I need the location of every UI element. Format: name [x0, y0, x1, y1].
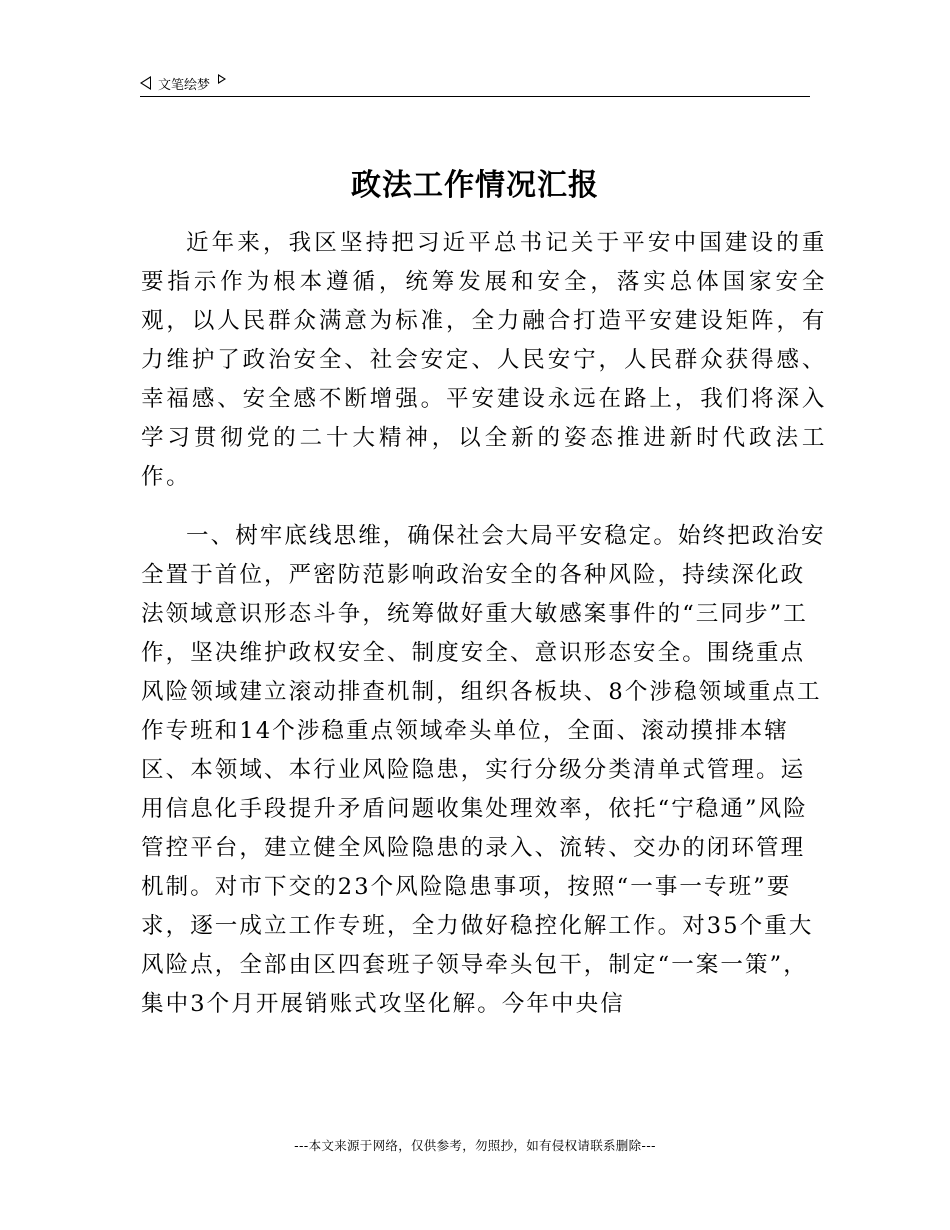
footer-disclaimer: ---本文来源于网络，仅供参考，勿照抄，如有侵权请联系删除--- [294, 1138, 656, 1153]
page-header [140, 72, 810, 97]
triangle-right-icon [218, 74, 226, 84]
paragraph-section-one: 一、树牢底线思维，确保社会大局平安稳定。始终把政治安全置于首位，严密防范影响政治安全的各种风险，持续深化政法领域意识形态斗争，统筹做好重大敏感案事件的“三同步”工作，坚决维护政权安全、制度安全、意识形态安全。围绕重点风险领域建立滚动排查机制，组织各板块、8个涉稳领域重点工作专班和14个涉稳重点领域牵头单位，全面、滚动摸排本辖区、本领域、本行业风险隐患，实行分级分类清单式管理。运用信息化手段提升矛盾问题收集处理效率，依托“宁稳通”风险管控平台，建立健全风险隐患的录入、流转、交办的闭环管理机制。对市下交的23个风险隐患事项，按照“一事一专班”要求，逐一成立工作专班，全力做好稳控化解工作。对35个重大风险点，全部由区四套班子领导牵头包干，制定“一案一策”，集中3个月开展销账式攻坚化解。今年中央信 [141, 523, 826, 1017]
triangle-left-icon [140, 76, 151, 90]
document-body [141, 224, 827, 1044]
header-label: 文笔绘梦 [158, 77, 211, 93]
header-brand [140, 72, 226, 94]
paragraph-intro: 近年来，我区坚持把习近平总书记关于平安中国建设的重要指示作为根本遵循，统筹发展和安全，落实总体国家安全观，以人民群众满意为标准，全力融合打造平安建设矩阵，有力维护了政治安全、社会安定、人民安宁，人民群众获得感、幸福感、安全感不断增强。平安建设永远在路上，我们将深入学习贯彻党的二十大精神，以全新的姿态推进新时代政法工作。 [141, 230, 827, 490]
document-title: 政法工作情况汇报 [351, 168, 599, 203]
